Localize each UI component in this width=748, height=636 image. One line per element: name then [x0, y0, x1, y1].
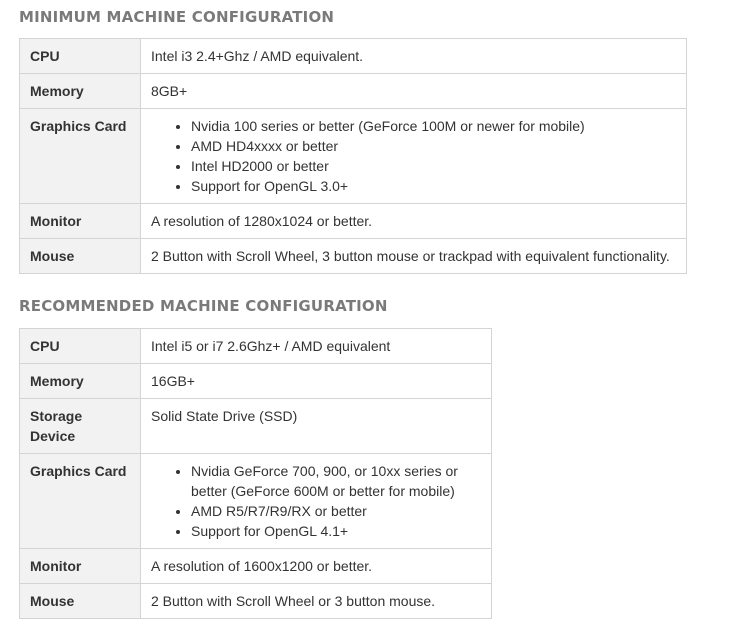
mouse-value: 2 Button with Scroll Wheel or 3 button mouse.: [141, 584, 492, 619]
mouse-value: 2 Button with Scroll Wheel, 3 button mouse or trackpad with equivalent functionality.: [141, 239, 687, 274]
graphics-card-list: [151, 461, 481, 541]
list-item: • Nvidia 100 series or better (GeForce 100M or newer for mobile): [191, 116, 676, 136]
monitor-value: A resolution of 1280x1024 or better.: [141, 204, 687, 239]
list-item: • AMD HD4xxxx or better: [191, 136, 676, 156]
storage-device-value: Solid State Drive (SSD): [141, 399, 492, 454]
table-row: [20, 204, 687, 239]
recommended-config-heading: RECOMMENDED MACHINE CONFIGURATION: [19, 297, 388, 315]
memory-label: Memory: [20, 364, 141, 399]
list-item: • Support for OpenGL 4.1+: [191, 521, 481, 541]
storage-device-label: Storage Device: [20, 399, 141, 454]
graphics-card-label: Graphics Card: [20, 109, 141, 204]
table-row: [20, 454, 492, 549]
memory-value: 8GB+: [141, 74, 687, 109]
table-row: [20, 39, 687, 74]
graphics-card-list: [151, 116, 676, 196]
cpu-label: CPU: [20, 39, 141, 74]
cpu-value: Intel i3 2.4+Ghz / AMD equivalent.: [141, 39, 687, 74]
list-item: • Intel HD2000 or better: [191, 156, 676, 176]
table-row: [20, 109, 687, 204]
monitor-label: Monitor: [20, 204, 141, 239]
mouse-label: Mouse: [20, 584, 141, 619]
table-row: [20, 399, 492, 454]
list-item: • Nvidia GeForce 700, 900, or 10xx series or better (GeForce 600M or better for mobile): [191, 461, 481, 501]
minimum-config-heading: MINIMUM MACHINE CONFIGURATION: [19, 8, 335, 26]
monitor-value: A resolution of 1600x1200 or better.: [141, 549, 492, 584]
graphics-card-label: Graphics Card: [20, 454, 141, 549]
table-row: [20, 329, 492, 364]
list-item: • AMD R5/R7/R9/RX or better: [191, 501, 481, 521]
graphics-card-value: [141, 109, 687, 204]
mouse-label: Mouse: [20, 239, 141, 274]
minimum-config-table: [19, 38, 687, 274]
cpu-value: Intel i5 or i7 2.6Ghz+ / AMD equivalent: [141, 329, 492, 364]
table-row: [20, 584, 492, 619]
table-row: [20, 364, 492, 399]
memory-label: Memory: [20, 74, 141, 109]
cpu-label: CPU: [20, 329, 141, 364]
monitor-label: Monitor: [20, 549, 141, 584]
table-row: [20, 239, 687, 274]
memory-value: 16GB+: [141, 364, 492, 399]
table-row: [20, 74, 687, 109]
recommended-config-table: [19, 328, 492, 619]
graphics-card-value: [141, 454, 492, 549]
list-item: • Support for OpenGL 3.0+: [191, 176, 676, 196]
table-row: [20, 549, 492, 584]
